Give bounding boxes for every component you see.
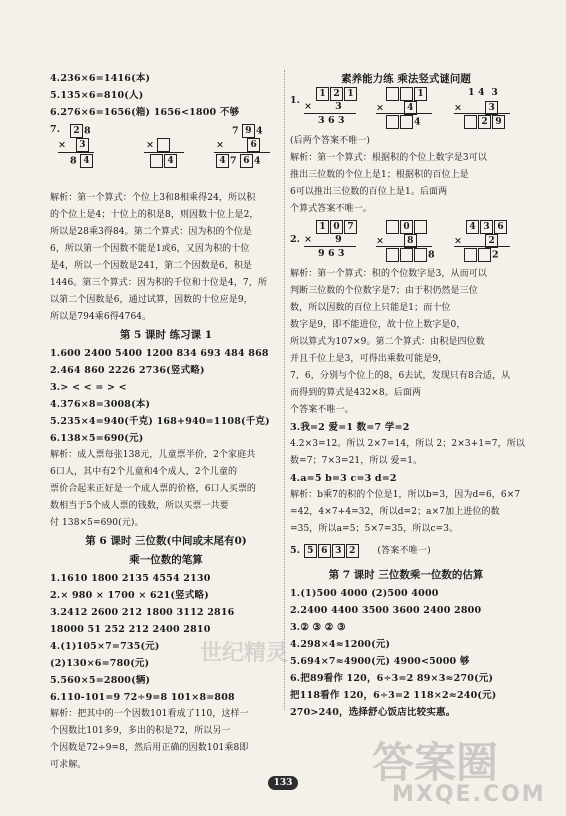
column-separator	[284, 70, 285, 710]
section-subheading-lesson-6: 乘一位数的笔算	[129, 554, 203, 566]
answer-line: 4.236×6=1416(本)	[50, 73, 151, 84]
section-heading-lesson-6: 第 6 课时 三位数(中间或末尾有0)	[85, 535, 247, 547]
calc-result: 8 4	[70, 154, 94, 168]
calc-mult: ×	[146, 138, 171, 152]
question-number: 7.	[50, 124, 61, 135]
section-heading-puzzles: 素养能力练 乘法竖式谜问题	[341, 73, 471, 85]
answer-line: 5.135×6=810(人)	[50, 90, 144, 101]
page-number: 133	[268, 776, 298, 790]
watermark-text: 世纪精灵	[200, 641, 289, 666]
left-column	[50, 70, 282, 774]
watermark-text: 答案圈	[372, 738, 499, 787]
calc-mult: × 6	[216, 138, 261, 152]
calc-top: 7 9 4	[232, 125, 263, 137]
vertical-puzzles-2: 2. 1 0 7 × 9 9 6 3 0 × 8 8 4 3 6 × 2 2	[290, 220, 522, 264]
section-heading-lesson-5: 第 5 课时 练习课 1	[119, 329, 213, 341]
calc-mult: × 3	[58, 138, 90, 152]
explanation-lesson-5: 解析：成人票每张138元，儿童票半价，2个家庭共 6口人，其中有2个儿童和4个成人，2个儿童的 票价合起来正好是一个成人票的价格，6口人买票的 数相当于5个成人票的钱数，所以买票一共要 付 138×5=690(元)。	[50, 450, 257, 528]
calc-result: 4 7 6 4	[216, 154, 261, 168]
section-heading-lesson-7: 第 7 课时 三位数乘一位数的估算	[328, 569, 484, 581]
calc-top: 2 8	[70, 124, 91, 138]
lesson-5-answers: 1.600 2400 5400 1200 834 693 484 868 2.464 860 2226 2736(竖式略) 3.> < < = > < 4.376×8=3008(本) 5.235×4=940(千克) 168+940=1108(千克) 6.138×5=690(元)	[50, 348, 270, 444]
note: (后两个答案不唯一)	[290, 136, 371, 146]
explanation-puzzle-2: 解析：第一个算式：积的个位数字是3，从而可以 判断三位数的个位数字是7；由于积仍然是三位 数，所以因数的百位上只能是1；而十位 数字是9，即不能进位，故十位上数字是0， 所以算式为107×9。第二个算式：由积是四位数 并且千位上是3，可得出乘数可能是9， 7，6，分别与个位上的8，6去试，发现只有8合适，从 而得到的算式是432×8。后面两 个答案不唯一。	[290, 269, 511, 415]
vertical-multiplications-7	[50, 125, 282, 188]
explanation-lesson-6: 解析：把其中的一个因数101看成了110，这样一 个因数比101多9，多出的积是72，所以另一 个因数是72÷9=8，然后用正确的因数101乘8即 可求解。	[50, 709, 249, 770]
watermark-text: MXQE.COM	[392, 782, 546, 807]
explanation-7: 解析：第一个算式：个位上3和8相乘得24，所以积 的个位上是4；十位上的积是8，则因数十位上是2， 所以是28乘3得84。第二个算式：因为积的个位是 6，所以第一个因数不能是1或6，又因为积的十位 是4，所以一个因数是241，第二个因数是6，积是 1446。第三个算式：因为积的千位和十位是4，7，所 以第二个因数是6，通过试算，因数的十位应是9， 所以是794乘6得4764。	[50, 193, 267, 322]
vertical-puzzles-1: 1. 1 2 1 × 3 3 6 3 1 × 4 4 1 4 3 × 3 2 9	[290, 91, 522, 131]
explanation-puzzle-1: 解析：第一个算式：根据积的个位上数字是3可以 推出三位数的个位上是1；根据积的百位上是 6可以推出三位数的百位上是1。后面两 个算式答案不唯一。	[290, 153, 487, 214]
calc-result: 4	[150, 154, 178, 168]
puzzle-answers-3-4: 3.我=2 爱=1 数=7 学=2 4.2×3=12。所以 2×7=14，所以 2；2×3+1=7，所以 数=7；7×3=21，所以 爱=1。 4.a=5 b=3 c=3 d=2 解析：b乘7的积的个位是1，所以b=3，因为d=6，6×7 =42，4×7+4=32，所以d=2；a×7加上进位的数 =35，所以a=5；5×7=35，所以c=3。	[290, 422, 525, 534]
lesson-7-answers: 1.(1)500 4000 (2)500 4000 2.2400 4400 3500 3600 2400 2800 3.② ③ ② ③ 4.298×4≈1200(元) 5.694×7≈4900(元) 4900<5000 够 6.把89看作 120，6÷3=2 89×3≈270(元) 把118看作 120，6÷3=2 118×2≈240(元) 270>240，选择舒心饭店比较实惠。	[290, 588, 497, 718]
puzzle-5: 5. 5 6 3 2 (答案不唯一)	[290, 545, 431, 556]
answer-line: 6.276×6=1656(箱) 1656<1800 不够	[50, 107, 240, 118]
lesson-6-answers: 1.1610 1800 2135 4554 2130 2.× 980 × 1700 × 621(竖式略) 3.2412 2600 212 1800 3112 2816 18000 51 252 212 2400 2810 4.(1)105×7=735(元) (2)130×6=780(元) 5.560×5=2800(辆) 6.110-101=9 72÷9=8 101×8=808	[50, 573, 235, 703]
right-column	[290, 70, 525, 721]
